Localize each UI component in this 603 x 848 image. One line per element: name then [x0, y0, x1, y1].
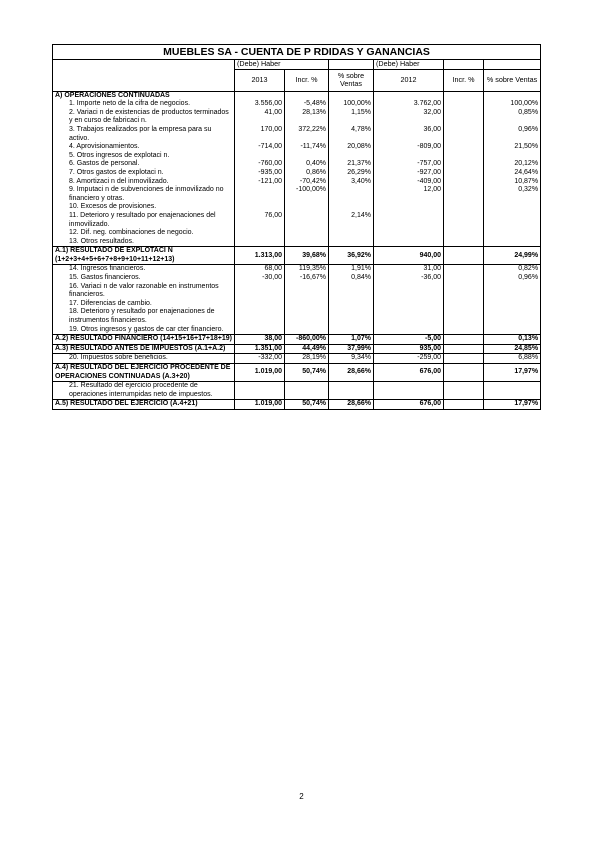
value-2012: 676,00: [374, 364, 444, 382]
incr-pct: [285, 382, 329, 400]
pct-sales-2013: [329, 300, 374, 309]
table-row: [53, 300, 541, 309]
year-2013-header: 2013: [235, 69, 285, 91]
value-2012: [374, 203, 444, 212]
incr-2012: [444, 126, 484, 143]
incr-2012: [444, 143, 484, 152]
table-row: [53, 354, 541, 364]
pct-sales-2013: 2,14%: [329, 212, 374, 229]
value-2013: [235, 203, 285, 212]
table-row: [53, 186, 541, 203]
row-label: 4. Aprovisionamientos.: [53, 143, 235, 152]
incr-2012: [444, 283, 484, 300]
pct-sales-2012: 0,32%: [484, 186, 541, 203]
incr-pct: 39,68%: [285, 247, 329, 265]
page-number: 2: [299, 792, 304, 801]
value-2013: 1.351,00: [235, 344, 285, 354]
pct-sales-2013: 0,84%: [329, 274, 374, 283]
table-row: [53, 100, 541, 109]
incr-pct: 28,13%: [285, 109, 329, 126]
total-row: [53, 344, 541, 354]
statement-title: MUEBLES SA - CUENTA DE P RDIDAS Y GANANCIAS: [53, 45, 541, 60]
pct-sales-2012: 0,96%: [484, 274, 541, 283]
pct-sales-2013-header: % sobre Ventas: [329, 69, 374, 91]
value-2013: 76,00: [235, 212, 285, 229]
row-label: 17. Diferencias de cambio.: [53, 300, 235, 309]
row-label: 9. Imputaci n de subvenciones de inmovilizado no financiero y otras.: [53, 186, 235, 203]
section-row: [53, 91, 541, 100]
incr-2012: [444, 247, 484, 265]
incr-pct: [285, 212, 329, 229]
row-label: 3. Trabajos realizados por la empresa para su activo.: [53, 126, 235, 143]
incr-pct: [285, 283, 329, 300]
value-2012: [374, 91, 444, 100]
table-row: [53, 143, 541, 152]
incr-pct: 44,49%: [285, 344, 329, 354]
pct-sales-2012: 24,64%: [484, 169, 541, 178]
value-2012: [374, 283, 444, 300]
pct-sales-2012: 17,97%: [484, 364, 541, 382]
pct-sales-2012: [484, 326, 541, 335]
pct-sales-2013: [329, 186, 374, 203]
value-2013: 1.019,00: [235, 364, 285, 382]
value-2012: 3.762,00: [374, 100, 444, 109]
incr-2012: [444, 335, 484, 345]
value-2013: 170,00: [235, 126, 285, 143]
incr-2012-header: Incr. %: [444, 69, 484, 91]
pct-sales-2013: [329, 326, 374, 335]
value-2013: -935,00: [235, 169, 285, 178]
table-row: [53, 178, 541, 187]
incr-2012: [444, 229, 484, 238]
total-row: [53, 335, 541, 345]
value-2013: [235, 152, 285, 161]
value-2012: 36,00: [374, 126, 444, 143]
value-2013: [235, 186, 285, 203]
incr-2012: [444, 274, 484, 283]
value-2012: [374, 308, 444, 325]
incr-2012: [444, 91, 484, 100]
incr-2012: [444, 203, 484, 212]
incr-2012: [444, 354, 484, 364]
row-label: 7. Otros gastos de explotaci n.: [53, 169, 235, 178]
value-2012: [374, 229, 444, 238]
value-2013: 68,00: [235, 265, 285, 274]
row-label: 19. Otros ingresos y gastos de car cter financiero.: [53, 326, 235, 335]
value-2013: [235, 382, 285, 400]
pct-sales-2013: [329, 382, 374, 400]
table-row: [53, 109, 541, 126]
pct-sales-2012: 21,50%: [484, 143, 541, 152]
row-label: A.5) RESULTADO DEL EJERCICIO (A.4+21): [53, 400, 235, 410]
row-label: 2. Variaci n de existencias de productos terminados y en curso de fabricaci n.: [53, 109, 235, 126]
value-2013: -760,00: [235, 160, 285, 169]
table-row: [53, 238, 541, 247]
value-2013: 3.556,00: [235, 100, 285, 109]
row-label: A.2) RESULTADO FINANCIERO (14+15+16+17+18+19): [53, 335, 235, 345]
incr-pct: -5,48%: [285, 100, 329, 109]
value-2013: [235, 229, 285, 238]
pct-sales-2013: [329, 203, 374, 212]
pct-sales-2012: 0,85%: [484, 109, 541, 126]
incr-pct: [285, 91, 329, 100]
incr-pct: [285, 308, 329, 325]
incr-2012: [444, 238, 484, 247]
incr-pct: 50,74%: [285, 400, 329, 410]
incr-2012: [444, 178, 484, 187]
pct-sales-2012-header: % sobre Ventas: [484, 69, 541, 91]
pct-sales-2012: [484, 300, 541, 309]
row-label: 20. Impuestos sobre beneficios.: [53, 354, 235, 364]
value-2013: [235, 91, 285, 100]
incr-2012: [444, 300, 484, 309]
pct-sales-2012: 6,88%: [484, 354, 541, 364]
table-row: [53, 229, 541, 238]
incr-pct: [285, 326, 329, 335]
pct-sales-2013: 26,29%: [329, 169, 374, 178]
total-row: [53, 364, 541, 382]
incr-2012: [444, 344, 484, 354]
row-label: A.3) RESULTADO ANTES DE IMPUESTOS (A.1+A.2): [53, 344, 235, 354]
pct-sales-2012: 24,99%: [484, 247, 541, 265]
value-2013: -332,00: [235, 354, 285, 364]
value-2012: -927,00: [374, 169, 444, 178]
pct-sales-2013: 4,78%: [329, 126, 374, 143]
pct-sales-2013: 36,92%: [329, 247, 374, 265]
incr-pct: [285, 238, 329, 247]
incr-2012: [444, 326, 484, 335]
incr-2012: [444, 382, 484, 400]
value-2012: 12,00: [374, 186, 444, 203]
pct-sales-2013: 28,66%: [329, 364, 374, 382]
row-label: 18. Deterioro y resultado por enajenaciones de instrumentos financieros.: [53, 308, 235, 325]
pct-sales-2012: [484, 229, 541, 238]
pct-sales-2012: 100,00%: [484, 100, 541, 109]
row-label: 15. Gastos financieros.: [53, 274, 235, 283]
pct-sales-2012: 17,97%: [484, 400, 541, 410]
pct-sales-2012: [484, 283, 541, 300]
value-2013: 1.313,00: [235, 247, 285, 265]
value-2012: 935,00: [374, 344, 444, 354]
table-row: [53, 326, 541, 335]
table-row: [53, 212, 541, 229]
incr-2012: [444, 212, 484, 229]
incr-pct: -860,00%: [285, 335, 329, 345]
incr-pct: -100,00%: [285, 186, 329, 203]
pct-sales-2012: 0,13%: [484, 335, 541, 345]
table-row: [53, 308, 541, 325]
incr-pct: 119,35%: [285, 265, 329, 274]
incr-pct: -11,74%: [285, 143, 329, 152]
value-2012: -757,00: [374, 160, 444, 169]
value-2012: -809,00: [374, 143, 444, 152]
value-2013: [235, 283, 285, 300]
table-row: [53, 169, 541, 178]
value-2012: [374, 326, 444, 335]
incr-pct: -70,42%: [285, 178, 329, 187]
pct-sales-2013: 3,40%: [329, 178, 374, 187]
pct-sales-2012: 20,12%: [484, 160, 541, 169]
value-2012: 676,00: [374, 400, 444, 410]
incr-pct: [285, 152, 329, 161]
row-label: 14. Ingresos financieros.: [53, 265, 235, 274]
pct-sales-2013: 9,34%: [329, 354, 374, 364]
value-2012: [374, 212, 444, 229]
value-2013: [235, 300, 285, 309]
pct-sales-2013: 20,08%: [329, 143, 374, 152]
pct-sales-2012: [484, 152, 541, 161]
value-2012: -409,00: [374, 178, 444, 187]
row-label: 1. Importe neto de la cifra de negocios.: [53, 100, 235, 109]
incr-2012: [444, 109, 484, 126]
value-2012: 32,00: [374, 109, 444, 126]
pct-sales-2012: 24,85%: [484, 344, 541, 354]
table-row: [53, 152, 541, 161]
incr-2012: [444, 364, 484, 382]
value-2013: [235, 326, 285, 335]
incr-2012: [444, 160, 484, 169]
row-label: 13. Otros resultados.: [53, 238, 235, 247]
pct-sales-2012: [484, 238, 541, 247]
row-label: 11. Deterioro y resultado por enajenaciones del inmovilizado.: [53, 212, 235, 229]
total-row: [53, 247, 541, 265]
pct-sales-2012: 0,82%: [484, 265, 541, 274]
row-label: A.1) RESULTADO DE EXPLOTACI N (1+2+3+4+5+6+7+8+9+10+11+12+13): [53, 247, 235, 265]
pct-sales-2012: [484, 308, 541, 325]
value-2013: 38,00: [235, 335, 285, 345]
row-label: A.4) RESULTADO DEL EJERCICIO PROCEDENTE DE OPERACIONES CONTINUADAS (A.3+20): [53, 364, 235, 382]
value-2013: [235, 238, 285, 247]
pct-sales-2012: [484, 203, 541, 212]
row-label: 16. Variaci n de valor razonable en instrumentos financieros.: [53, 283, 235, 300]
incr-header: Incr. %: [285, 69, 329, 91]
pct-sales-2013: [329, 308, 374, 325]
value-2013: -714,00: [235, 143, 285, 152]
incr-pct: 0,86%: [285, 169, 329, 178]
incr-pct: 372,22%: [285, 126, 329, 143]
incr-2012: [444, 308, 484, 325]
incr-2012: [444, 265, 484, 274]
pct-sales-2012: 10,87%: [484, 178, 541, 187]
row-label: A) OPERACIONES CONTINUADAS: [53, 91, 235, 100]
pct-sales-2013: [329, 229, 374, 238]
value-2013: 41,00: [235, 109, 285, 126]
incr-pct: [285, 203, 329, 212]
table-row: [53, 382, 541, 400]
row-label: 8. Amortizaci n del inmovilizado.: [53, 178, 235, 187]
value-2012: 940,00: [374, 247, 444, 265]
table-row: [53, 126, 541, 143]
pct-sales-2012: [484, 91, 541, 100]
incr-2012: [444, 152, 484, 161]
incr-pct: [285, 300, 329, 309]
value-2012: -5,00: [374, 335, 444, 345]
incr-2012: [444, 100, 484, 109]
debe-haber-2012: (Debe) Haber: [374, 60, 444, 70]
pct-sales-2013: 1,07%: [329, 335, 374, 345]
table-row: [53, 160, 541, 169]
income-statement-table: [52, 44, 541, 410]
value-2012: [374, 152, 444, 161]
total-row: [53, 400, 541, 410]
value-2012: -259,00: [374, 354, 444, 364]
value-2012: -36,00: [374, 274, 444, 283]
row-label: 6. Gastos de personal.: [53, 160, 235, 169]
row-label: 5. Otros ingresos de explotaci n.: [53, 152, 235, 161]
table-row: [53, 274, 541, 283]
pct-sales-2013: 37,99%: [329, 344, 374, 354]
value-2012: [374, 300, 444, 309]
incr-pct: [285, 229, 329, 238]
value-2012: [374, 382, 444, 400]
value-2013: -30,00: [235, 274, 285, 283]
value-2013: [235, 308, 285, 325]
incr-2012: [444, 186, 484, 203]
row-label: 21. Resultado del ejercicio procedente de operaciones interrumpidas neto de impuestos.: [53, 382, 235, 400]
year-2012-header: 2012: [374, 69, 444, 91]
table-row: [53, 283, 541, 300]
pct-sales-2012: [484, 212, 541, 229]
pct-sales-2013: [329, 238, 374, 247]
pct-sales-2013: 100,00%: [329, 100, 374, 109]
incr-pct: -16,67%: [285, 274, 329, 283]
incr-2012: [444, 400, 484, 410]
value-2012: 31,00: [374, 265, 444, 274]
pct-sales-2013: [329, 91, 374, 100]
value-2013: -121,00: [235, 178, 285, 187]
pct-sales-2012: [484, 382, 541, 400]
value-2013: 1.019,00: [235, 400, 285, 410]
pct-sales-2013: [329, 283, 374, 300]
row-label: 10. Excesos de provisiones.: [53, 203, 235, 212]
pct-sales-2013: 1,15%: [329, 109, 374, 126]
pct-sales-2013: 1,91%: [329, 265, 374, 274]
statement-rows: [53, 91, 541, 409]
incr-2012: [444, 169, 484, 178]
pct-sales-2013: 28,66%: [329, 400, 374, 410]
incr-pct: 28,19%: [285, 354, 329, 364]
value-2012: [374, 238, 444, 247]
table-row: [53, 265, 541, 274]
pct-sales-2013: [329, 152, 374, 161]
debe-haber-2013: (Debe) Haber: [235, 60, 329, 70]
table-row: [53, 203, 541, 212]
incr-pct: 0,40%: [285, 160, 329, 169]
pct-sales-2013: 21,37%: [329, 160, 374, 169]
row-label: 12. Dif. neg. combinaciones de negocio.: [53, 229, 235, 238]
incr-pct: 50,74%: [285, 364, 329, 382]
pct-sales-2012: 0,96%: [484, 126, 541, 143]
income-statement-sheet: [52, 44, 540, 410]
